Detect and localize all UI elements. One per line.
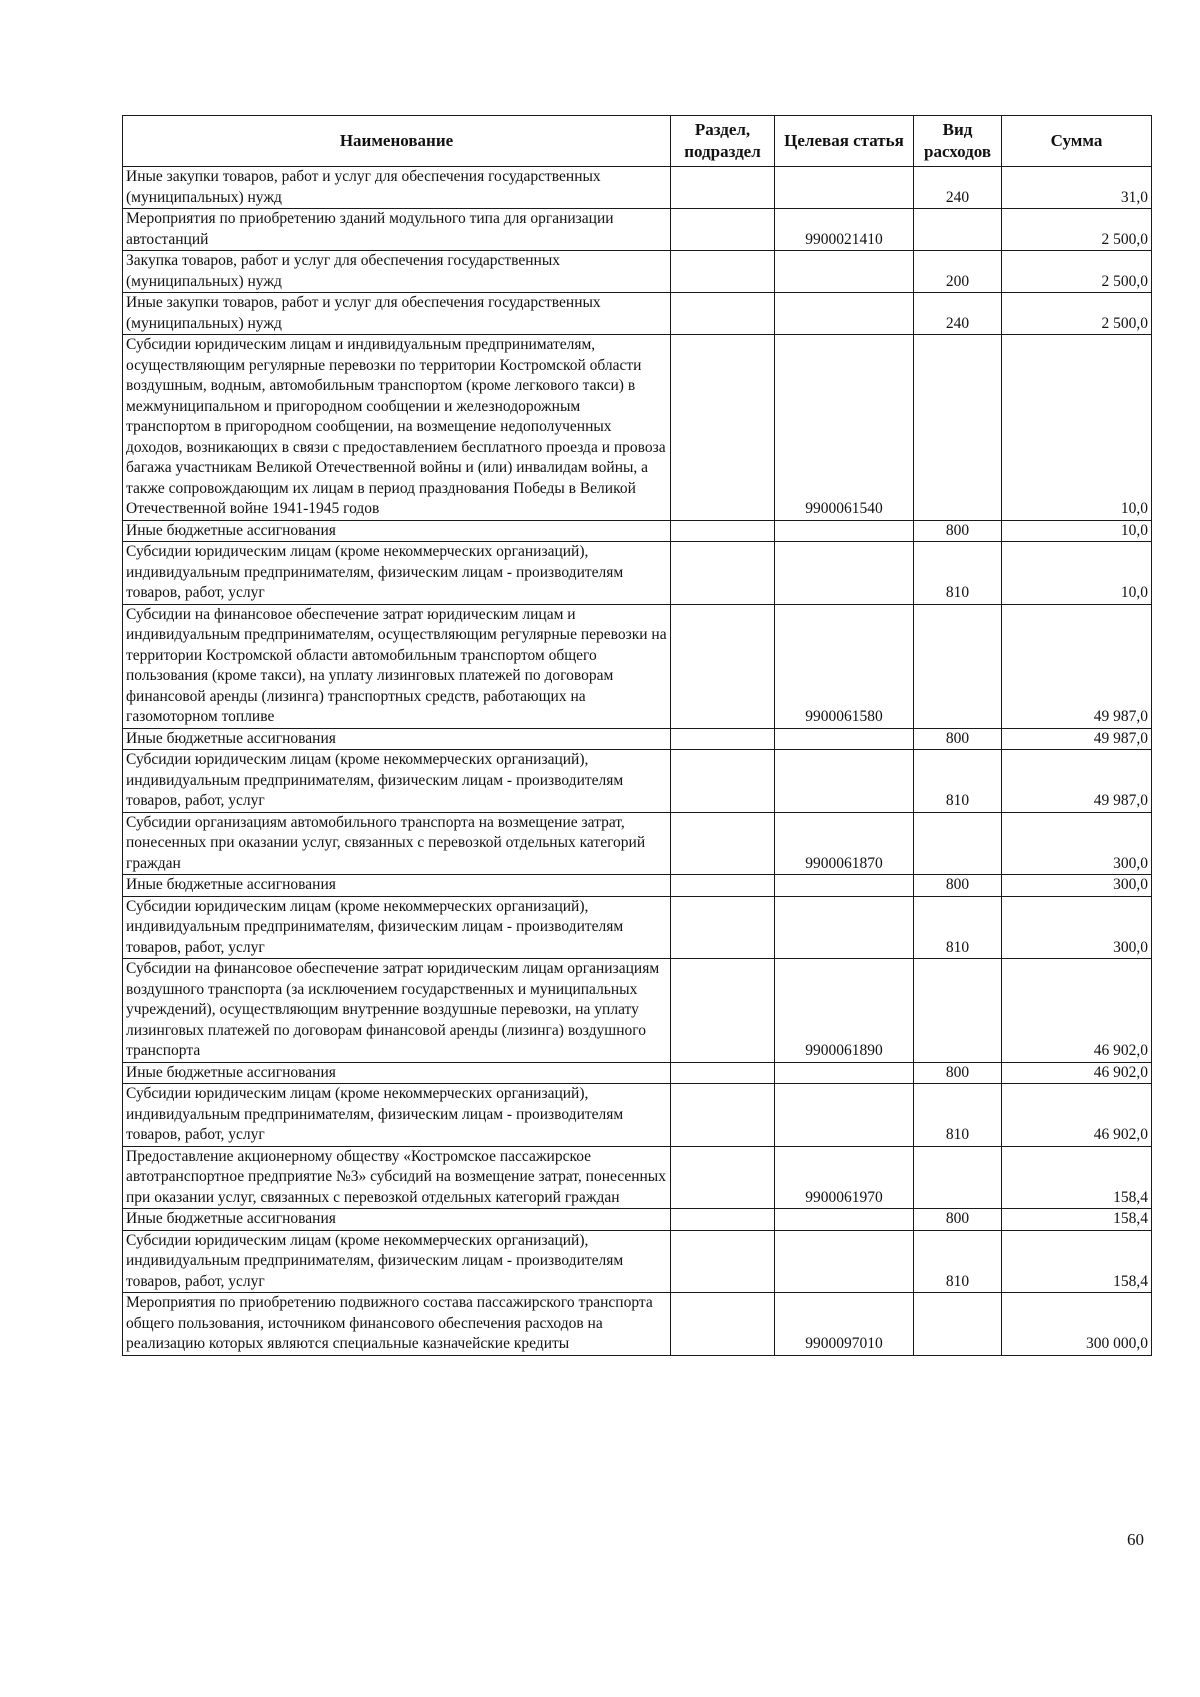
cell-vid: 810 bbox=[914, 1230, 1002, 1293]
cell-razdel bbox=[671, 1209, 775, 1231]
cell-celevaya bbox=[775, 293, 914, 335]
cell-name: Иные бюджетные ассигнования bbox=[123, 1062, 671, 1084]
cell-razdel bbox=[671, 812, 775, 875]
cell-razdel bbox=[671, 875, 775, 897]
cell-celevaya bbox=[775, 1062, 914, 1084]
cell-vid: 800 bbox=[914, 875, 1002, 897]
cell-summa: 2 500,0 bbox=[1002, 209, 1152, 251]
cell-name: Мероприятия по приобретению подвижного состава пассажирского транспорта общего пользования, источником финансового обеспечения расходов на реализацию которых являются специальные казначейские кредиты bbox=[123, 1293, 671, 1356]
cell-celevaya: 9900061870 bbox=[775, 812, 914, 875]
cell-summa: 300,0 bbox=[1002, 875, 1152, 897]
cell-vid: 800 bbox=[914, 728, 1002, 750]
cell-name: Иные бюджетные ассигнования bbox=[123, 1209, 671, 1231]
cell-vid: 240 bbox=[914, 293, 1002, 335]
cell-summa: 158,4 bbox=[1002, 1146, 1152, 1209]
table-row bbox=[123, 209, 1152, 251]
header-vid: Вид расходов bbox=[914, 116, 1002, 167]
cell-razdel bbox=[671, 1062, 775, 1084]
table-row bbox=[123, 293, 1152, 335]
cell-name: Иные закупки товаров, работ и услуг для обеспечения государственных (муниципальных) нужд bbox=[123, 293, 671, 335]
table-row bbox=[123, 896, 1152, 959]
cell-summa: 49 987,0 bbox=[1002, 728, 1152, 750]
cell-name: Закупка товаров, работ и услуг для обеспечения государственных (муниципальных) нужд bbox=[123, 251, 671, 293]
cell-name: Субсидии на финансовое обеспечение затрат юридическим лицам и индивидуальным предпринимателям, осуществляющим регулярные перевозки на территории Костромской области автомобильным транспортом общего пользования (кроме такси), на уплату лизинговых платежей по договорам финансовой аренды (лизинга) транспортных средств, работающих на газомоторном топливе bbox=[123, 604, 671, 728]
cell-razdel bbox=[671, 293, 775, 335]
cell-razdel bbox=[671, 209, 775, 251]
cell-summa: 158,4 bbox=[1002, 1209, 1152, 1231]
table-row bbox=[123, 520, 1152, 542]
table-header bbox=[123, 116, 1152, 167]
cell-name: Иные бюджетные ассигнования bbox=[123, 728, 671, 750]
table-row bbox=[123, 1084, 1152, 1147]
cell-name: Субсидии юридическим лицам (кроме некоммерческих организаций), индивидуальным предпринимателям, физическим лицам - производителям товаров, работ, услуг bbox=[123, 1084, 671, 1147]
cell-name: Субсидии организациям автомобильного транспорта на возмещение затрат, понесенных при оказании услуг, связанных с перевозкой отдельных категорий граждан bbox=[123, 812, 671, 875]
cell-celevaya bbox=[775, 1230, 914, 1293]
table-row bbox=[123, 1230, 1152, 1293]
cell-name: Субсидии юридическим лицам (кроме некоммерческих организаций), индивидуальным предпринимателям, физическим лицам - производителям товаров, работ, услуг bbox=[123, 542, 671, 605]
cell-razdel bbox=[671, 1293, 775, 1356]
cell-celevaya bbox=[775, 251, 914, 293]
cell-razdel bbox=[671, 520, 775, 542]
cell-name: Субсидии юридическим лицам и индивидуальным предпринимателям, осуществляющим регулярные перевозки по территории Костромской области воздушным, водным, автомобильным транспортом (кроме легкового такси) в межмуниципальном и пригородном сообщении и железнодорожным транспортом в пригородном сообщении, на возмещение недополученных доходов, возникающих в связи с предоставлением бесплатного проезда и провоза багажа участникам Великой Отечественной войны и (или) инвалидам войны, а также сопровождающим их лицам в период празднования Победы в Великой Отечественной войне 1941-1945 годов bbox=[123, 335, 671, 521]
cell-summa: 10,0 bbox=[1002, 520, 1152, 542]
cell-summa: 10,0 bbox=[1002, 335, 1152, 521]
cell-razdel bbox=[671, 542, 775, 605]
table-row bbox=[123, 750, 1152, 813]
cell-name: Иные бюджетные ассигнования bbox=[123, 875, 671, 897]
table-row bbox=[123, 167, 1152, 209]
cell-vid bbox=[914, 1293, 1002, 1356]
cell-summa: 2 500,0 bbox=[1002, 251, 1152, 293]
cell-summa: 46 902,0 bbox=[1002, 1062, 1152, 1084]
cell-name: Субсидии юридическим лицам (кроме некоммерческих организаций), индивидуальным предпринимателям, физическим лицам - производителям товаров, работ, услуг bbox=[123, 750, 671, 813]
cell-razdel bbox=[671, 251, 775, 293]
header-row bbox=[123, 116, 1152, 167]
table-row bbox=[123, 335, 1152, 521]
cell-vid bbox=[914, 812, 1002, 875]
cell-razdel bbox=[671, 750, 775, 813]
cell-celevaya: 9900061540 bbox=[775, 335, 914, 521]
cell-vid: 810 bbox=[914, 896, 1002, 959]
header-celevaya: Целевая статья bbox=[775, 116, 914, 167]
cell-razdel bbox=[671, 167, 775, 209]
cell-vid: 810 bbox=[914, 1084, 1002, 1147]
cell-vid bbox=[914, 1146, 1002, 1209]
cell-celevaya: 9900061580 bbox=[775, 604, 914, 728]
header-summa: Сумма bbox=[1002, 116, 1152, 167]
cell-razdel bbox=[671, 728, 775, 750]
cell-summa: 2 500,0 bbox=[1002, 293, 1152, 335]
cell-summa: 300,0 bbox=[1002, 896, 1152, 959]
table-row bbox=[123, 251, 1152, 293]
cell-summa: 49 987,0 bbox=[1002, 604, 1152, 728]
cell-razdel bbox=[671, 1230, 775, 1293]
cell-name: Субсидии на финансовое обеспечение затрат юридическим лицам организациям воздушного транспорта (за исключением государственных и муниципальных учреждений), осуществляющим внутренние воздушные перевозки, на уплату лизинговых платежей по договорам финансовой аренды (лизинга) воздушного транспорта bbox=[123, 959, 671, 1063]
cell-celevaya bbox=[775, 728, 914, 750]
table-row bbox=[123, 728, 1152, 750]
cell-vid bbox=[914, 209, 1002, 251]
cell-razdel bbox=[671, 604, 775, 728]
table-row bbox=[123, 959, 1152, 1063]
table-body bbox=[123, 167, 1152, 1356]
cell-celevaya: 9900097010 bbox=[775, 1293, 914, 1356]
cell-vid: 800 bbox=[914, 1062, 1002, 1084]
table-row bbox=[123, 1146, 1152, 1209]
cell-celevaya bbox=[775, 520, 914, 542]
table-row bbox=[123, 875, 1152, 897]
cell-celevaya bbox=[775, 875, 914, 897]
cell-vid: 240 bbox=[914, 167, 1002, 209]
cell-name: Иные бюджетные ассигнования bbox=[123, 520, 671, 542]
cell-vid bbox=[914, 335, 1002, 521]
cell-summa: 49 987,0 bbox=[1002, 750, 1152, 813]
cell-razdel bbox=[671, 1084, 775, 1147]
table-row bbox=[123, 1062, 1152, 1084]
cell-vid: 800 bbox=[914, 520, 1002, 542]
cell-summa: 300,0 bbox=[1002, 812, 1152, 875]
cell-razdel bbox=[671, 1146, 775, 1209]
cell-name: Предоставление акционерному обществу «Костромское пассажирское автотранспортное предприятие №3» субсидий на возмещение затрат, понесенных при оказании услуг, связанных с перевозкой отдельных категорий граждан bbox=[123, 1146, 671, 1209]
cell-celevaya: 9900061890 bbox=[775, 959, 914, 1063]
cell-summa: 46 902,0 bbox=[1002, 959, 1152, 1063]
cell-celevaya: 9900061970 bbox=[775, 1146, 914, 1209]
cell-name: Иные закупки товаров, работ и услуг для обеспечения государственных (муниципальных) нужд bbox=[123, 167, 671, 209]
table-row bbox=[123, 604, 1152, 728]
cell-celevaya: 9900021410 bbox=[775, 209, 914, 251]
cell-celevaya bbox=[775, 167, 914, 209]
cell-summa: 158,4 bbox=[1002, 1230, 1152, 1293]
cell-vid bbox=[914, 959, 1002, 1063]
cell-vid: 810 bbox=[914, 542, 1002, 605]
cell-summa: 31,0 bbox=[1002, 167, 1152, 209]
cell-razdel bbox=[671, 896, 775, 959]
cell-celevaya bbox=[775, 1209, 914, 1231]
table-row bbox=[123, 542, 1152, 605]
cell-celevaya bbox=[775, 1084, 914, 1147]
header-razdel: Раздел, подраздел bbox=[671, 116, 775, 167]
page-number: 60 bbox=[1127, 1530, 1144, 1549]
table-row bbox=[123, 812, 1152, 875]
cell-vid: 800 bbox=[914, 1209, 1002, 1231]
table-row bbox=[123, 1209, 1152, 1231]
cell-razdel bbox=[671, 959, 775, 1063]
table-row bbox=[123, 1293, 1152, 1356]
cell-razdel bbox=[671, 335, 775, 521]
cell-vid bbox=[914, 604, 1002, 728]
cell-celevaya bbox=[775, 896, 914, 959]
header-name: Наименование bbox=[123, 116, 671, 167]
cell-summa: 46 902,0 bbox=[1002, 1084, 1152, 1147]
cell-vid: 200 bbox=[914, 251, 1002, 293]
cell-summa: 10,0 bbox=[1002, 542, 1152, 605]
cell-name: Субсидии юридическим лицам (кроме некоммерческих организаций), индивидуальным предпринимателям, физическим лицам - производителям товаров, работ, услуг bbox=[123, 896, 671, 959]
cell-name: Мероприятия по приобретению зданий модульного типа для организации автостанций bbox=[123, 209, 671, 251]
cell-summa: 300 000,0 bbox=[1002, 1293, 1152, 1356]
cell-celevaya bbox=[775, 542, 914, 605]
cell-vid: 810 bbox=[914, 750, 1002, 813]
budget-table bbox=[122, 115, 1152, 1356]
cell-name: Субсидии юридическим лицам (кроме некоммерческих организаций), индивидуальным предпринимателям, физическим лицам - производителям товаров, работ, услуг bbox=[123, 1230, 671, 1293]
cell-celevaya bbox=[775, 750, 914, 813]
